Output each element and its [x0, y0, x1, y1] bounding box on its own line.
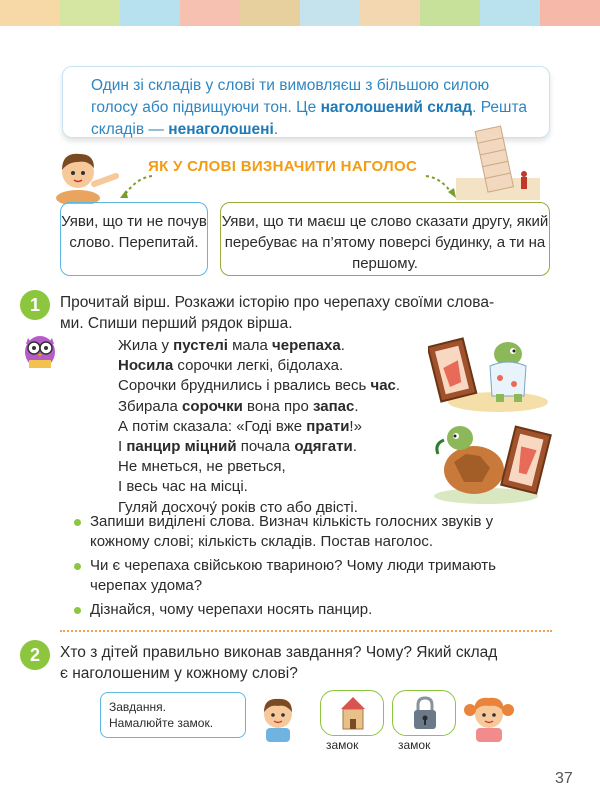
rule-bold-stressed: наголошений склад	[320, 99, 473, 116]
turtle-poem	[118, 336, 400, 518]
castle-drawing-card	[320, 690, 384, 736]
task-number-2: 2	[20, 640, 50, 670]
stripe	[0, 0, 60, 26]
task1-line2: ми. Спиши перший рядок вірша.	[60, 315, 293, 332]
rule-text-a: Один зі складів у слові ти вимовляєш з більшою силою голосу або підвищуючи тон. Це	[91, 77, 490, 116]
stripe	[180, 0, 240, 26]
bubble-line2: Намалюйте замок.	[109, 716, 214, 730]
stripe	[120, 0, 180, 26]
arrow-left-icon	[116, 172, 156, 202]
task1-questions	[72, 512, 552, 624]
padlock-icon	[411, 695, 439, 731]
leaning-tower-illustration	[456, 122, 540, 200]
poem-line: Сорочки бруднились і рвались весь час.	[118, 377, 401, 395]
tip-box-ask-again: Уяви, що ти не почув слово. Перепитай.	[60, 202, 208, 276]
task2-instruction	[60, 642, 497, 684]
stripe	[540, 0, 600, 26]
stripe	[300, 0, 360, 26]
poem-line: Жила у пустелі мала черепаха.	[118, 337, 345, 354]
stripe	[480, 0, 540, 26]
caption-lock: замок	[398, 738, 431, 752]
task2-line1: Хто з дітей правильно виконав завдання? Чому? Який склад	[60, 644, 498, 661]
boy-avatar	[254, 692, 302, 742]
girl-avatar	[462, 690, 516, 742]
turtle-with-shirt-illustration	[428, 326, 550, 414]
list-item: Чи є черепаха свійською твариною? Чому люди тримають черепах удома?	[72, 556, 552, 596]
bullet-dot-icon	[74, 563, 81, 570]
poem-line: І весь час на місці.	[118, 478, 248, 496]
poem-line: Не мнеться, не рветься,	[118, 458, 286, 476]
how-to-find-stress-title: ЯК У СЛОВІ ВИЗНАЧИТИ НАГОЛОС	[148, 158, 418, 175]
stripe	[240, 0, 300, 26]
rule-text-c: .	[273, 121, 279, 138]
stripe	[420, 0, 480, 26]
arrow-right-icon	[420, 172, 460, 202]
poem-line: І панцир міцний почала одягати.	[118, 438, 357, 456]
top-color-stripes	[0, 0, 600, 26]
poem-line: Збирала сорочки вона про запас.	[118, 397, 359, 415]
task-number-1: 1	[20, 290, 50, 320]
lock-drawing-card	[392, 690, 456, 736]
assignment-bubble	[100, 692, 246, 738]
castle-icon	[339, 695, 367, 731]
bubble-line1: Завдання.	[109, 700, 166, 714]
stripe	[60, 0, 120, 26]
stripe	[360, 0, 420, 26]
turtle-with-shell-illustration	[430, 414, 556, 506]
list-item: Дізнайся, чому черепахи носять панцир.	[72, 600, 552, 620]
bullet-dot-icon	[74, 519, 81, 526]
poem-line: Носила сорочки легкі, бідолаха.	[118, 357, 344, 375]
poem-line: Гуляй досхочу́ років сто або двісті.	[118, 498, 358, 516]
task2-line2: є наголошеним у кожному слові?	[60, 665, 298, 682]
list-item: Запиши виділені слова. Визнач кількість голосних звуків у кожному слові; кількість складів. Постав наголос.	[72, 512, 552, 552]
caption-castle: замок	[326, 738, 359, 752]
rule-text-b: . Решта складів —	[91, 99, 528, 138]
bullet-dot-icon	[74, 607, 81, 614]
page-number: 37	[555, 770, 573, 787]
owl-reading-icon	[20, 328, 60, 370]
rule-bold-unstressed: ненаголошені	[168, 121, 274, 138]
task1-line1: Прочитай вірш. Розкажи історію про черепаху своїми слова-	[60, 294, 495, 311]
dotted-divider	[60, 630, 552, 632]
poem-line: А потім сказала: «Годі вже прати!»	[118, 417, 362, 435]
tip-box-fifth-floor: Уяви, що ти маєш це слово сказати другу, який перебуває на п’ятому поверсі будинку, а ти на першому.	[220, 202, 550, 276]
